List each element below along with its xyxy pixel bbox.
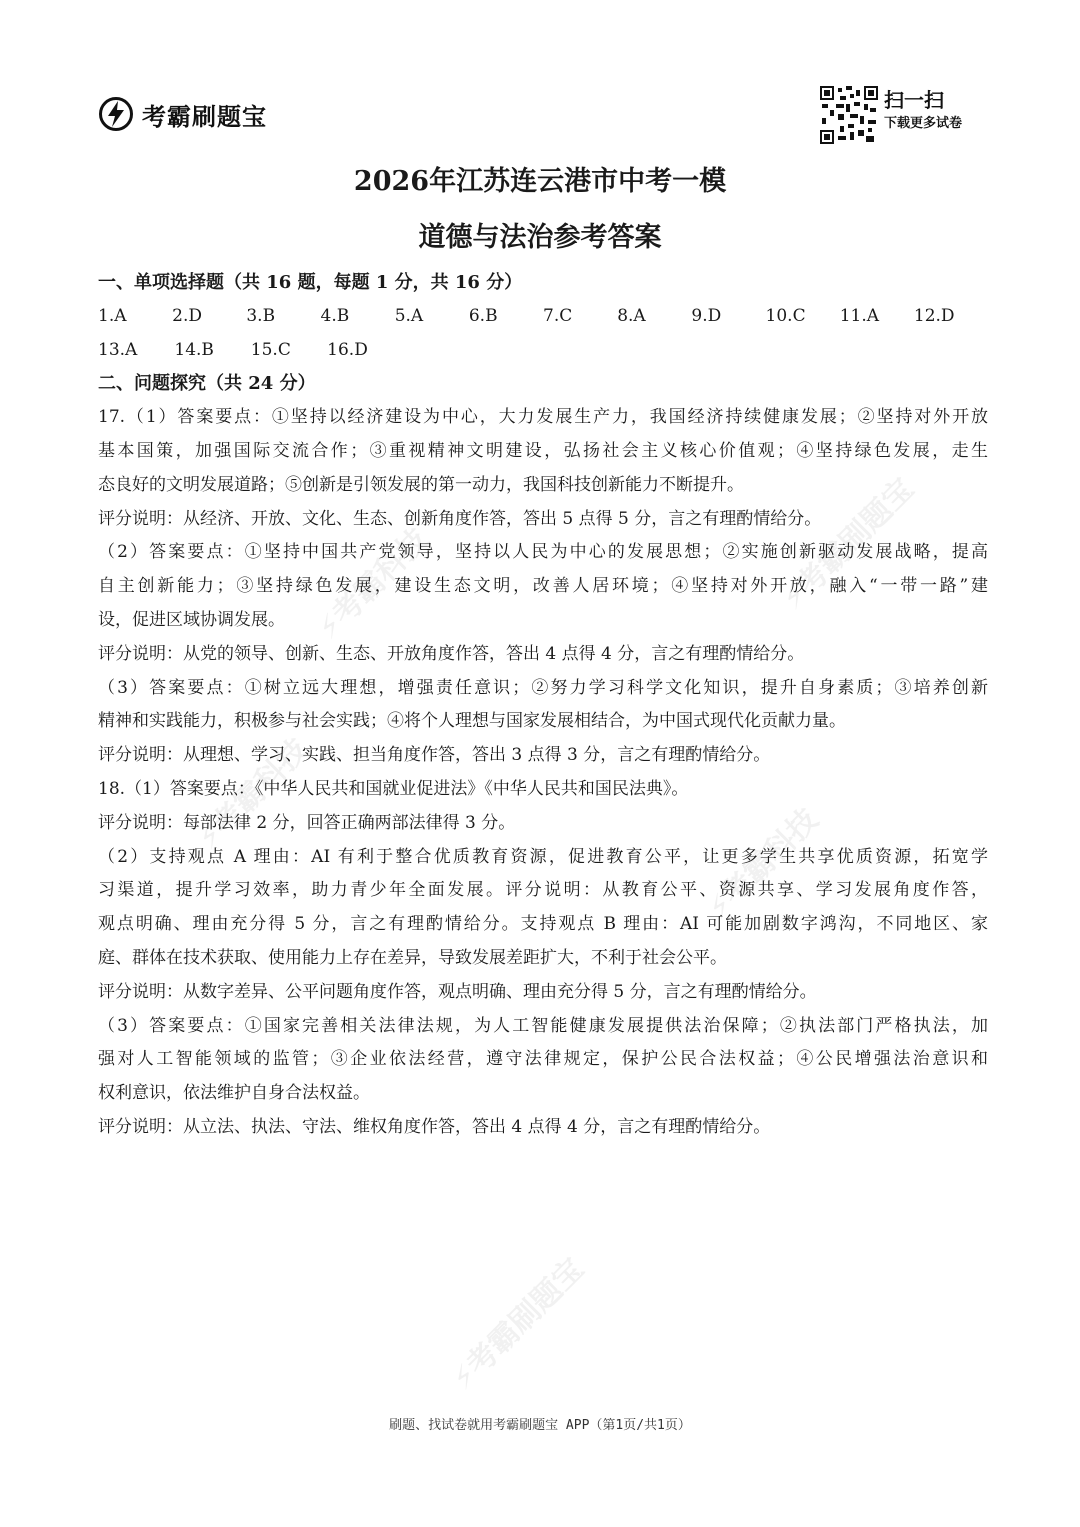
mc-answers-row — [98, 300, 988, 334]
answer-line: 强对人工智能领域的监管；③企业依法经营，遵守法律规定，保护公民合法权益；④公民增强法治意识和 — [98, 1049, 988, 1070]
mc-answer: 1.A — [98, 305, 127, 326]
answer-line: （2）支持观点 A 理由：AI 有利于整合优质教育资源，促进教育公平，让更多学生共享优质资源，拓宽学 — [98, 846, 988, 867]
section2-heading: 二、问题探究（共 24 分） — [98, 373, 316, 395]
mc-answer: 3.B — [246, 305, 276, 326]
watermark: ⚡考霸科技 — [700, 802, 826, 927]
mc-answer: 15.C — [250, 339, 291, 360]
answer-line: 18.（1）答案要点：《中华人民共和国就业促进法》《中华人民共和国民法典》。 — [98, 778, 689, 799]
page-footer: 刷题、找试卷就用考霸刷题宝 APP（第1页/共1页） — [389, 1418, 691, 1433]
mc-answer: 4.B — [320, 305, 350, 326]
watermark: ⚡考霸科技 — [310, 522, 436, 647]
answer-content — [98, 266, 988, 1145]
answer-line: 17.（1）答案要点：①坚持以经济建设为中心，大力发展生产力，我国经济持续健康发展；②坚持对外开放 — [98, 407, 988, 428]
qr-code-icon[interactable] — [820, 86, 878, 144]
watermark: ⚡考霸科技 — [190, 732, 316, 857]
scan-subtitle: 下载更多试卷 — [884, 116, 963, 131]
scoring-note: 评分说明：从数字差异、公平问题角度作答，观点明确、理由充分得 5 分，言之有理酌情给分。 — [98, 981, 817, 1002]
answer-line: （3）答案要点：①树立远大理想，增强责任意识；②努力学习科学文化知识，提升自身素质；③培养创新 — [98, 677, 988, 698]
mc-answer: 12.D — [913, 305, 955, 326]
answer-line: （3）答案要点：①国家完善相关法律法规，为人工智能健康发展提供法治保障；②执法部门严格执法，加 — [98, 1015, 988, 1036]
mc-answer: 14.B — [174, 339, 214, 360]
answer-line: 权利意识，依法维护自身合法权益。 — [98, 1083, 370, 1104]
section1-heading: 一、单项选择题（共 16 题，每题 1 分，共 16 分） — [98, 272, 523, 293]
answer-line: 庭、群体在技术获取、使用能力上存在差异，导致发展差距扩大，不利于社会公平。 — [98, 947, 727, 968]
scoring-note: 评分说明：每部法律 2 分，回答正确两部法律得 3 分。 — [98, 812, 516, 833]
answer-line: 观点明确、理由充分得 5 分，言之有理酌情给分。支持观点 B 理由：AI 可能加剧数字鸿沟，不同地区、家 — [98, 914, 988, 935]
exam-title: 2026年江苏连云港市中考一模 — [353, 166, 727, 197]
scoring-note: 评分说明：从经济、开放、文化、生态、创新角度作答，答出 5 点得 5 分，言之有理酌情给分。 — [98, 508, 822, 529]
answer-line: 基本国策，加强国际交流合作；③重视精神文明建设，弘扬社会主义核心价值观；④坚持绿色发展，走生 — [98, 440, 988, 461]
answer-line: （2）答案要点：①坚持中国共产党领导，坚持以人民为中心的发展思想；②实施创新驱动发展战略，提高 — [98, 542, 988, 563]
mc-answer: 11.A — [839, 305, 880, 326]
mc-answer: 2.D — [172, 305, 203, 326]
answer-key-title: 道德与法治参考答案 — [418, 222, 662, 253]
answer-line: 精神和实践能力，积极参与社会实践；④将个人理想与国家发展相结合，为中国式现代化贡献力量。 — [98, 711, 846, 732]
answer-line: 设，促进区域协调发展。 — [98, 609, 285, 630]
brand-name: 考霸刷题宝 — [142, 102, 267, 131]
mc-answers-row — [98, 334, 988, 368]
scoring-note: 评分说明：从立法、执法、守法、维权角度作答，答出 4 点得 4 分，言之有理酌情给分。 — [98, 1116, 771, 1137]
answer-line: 习渠道，提升学习效率，助力青少年全面发展。评分说明：从教育公平、资源共享、学习发展角度作答， — [98, 880, 988, 901]
scoring-note: 评分说明：从理想、学习、实践、担当角度作答，答出 3 点得 3 分，言之有理酌情给分。 — [98, 745, 771, 766]
mc-answer: 7.C — [543, 305, 573, 326]
scoring-note: 评分说明：从党的领导、创新、生态、开放角度作答，答出 4 点得 4 分，言之有理酌情给分。 — [98, 643, 805, 664]
mc-answer: 9.D — [691, 305, 722, 326]
answer-line: 自主创新能力；③坚持绿色发展，建设生态文明，改善人居环境；④坚持对外开放，融入“一带一路”建 — [98, 576, 988, 597]
mc-answer: 6.B — [468, 305, 498, 326]
qr-download[interactable] — [820, 86, 962, 144]
brand — [98, 96, 267, 132]
mc-answer: 13.A — [98, 339, 138, 360]
lightning-logo-icon — [98, 96, 134, 132]
mc-answer: 16.D — [327, 339, 368, 360]
watermark: ⚡考霸刷题宝 — [775, 471, 921, 618]
watermark: ⚡考霸刷题宝 — [445, 1251, 591, 1398]
answer-line: 态良好的文明发展道路；⑤创新是引领发展的第一动力，我国科技创新能力不断提升。 — [98, 474, 744, 495]
mc-answer: 8.A — [617, 305, 646, 326]
mc-answer: 10.C — [765, 305, 806, 326]
mc-answer: 5.A — [394, 305, 424, 326]
scan-title: 扫一扫 — [884, 88, 944, 112]
